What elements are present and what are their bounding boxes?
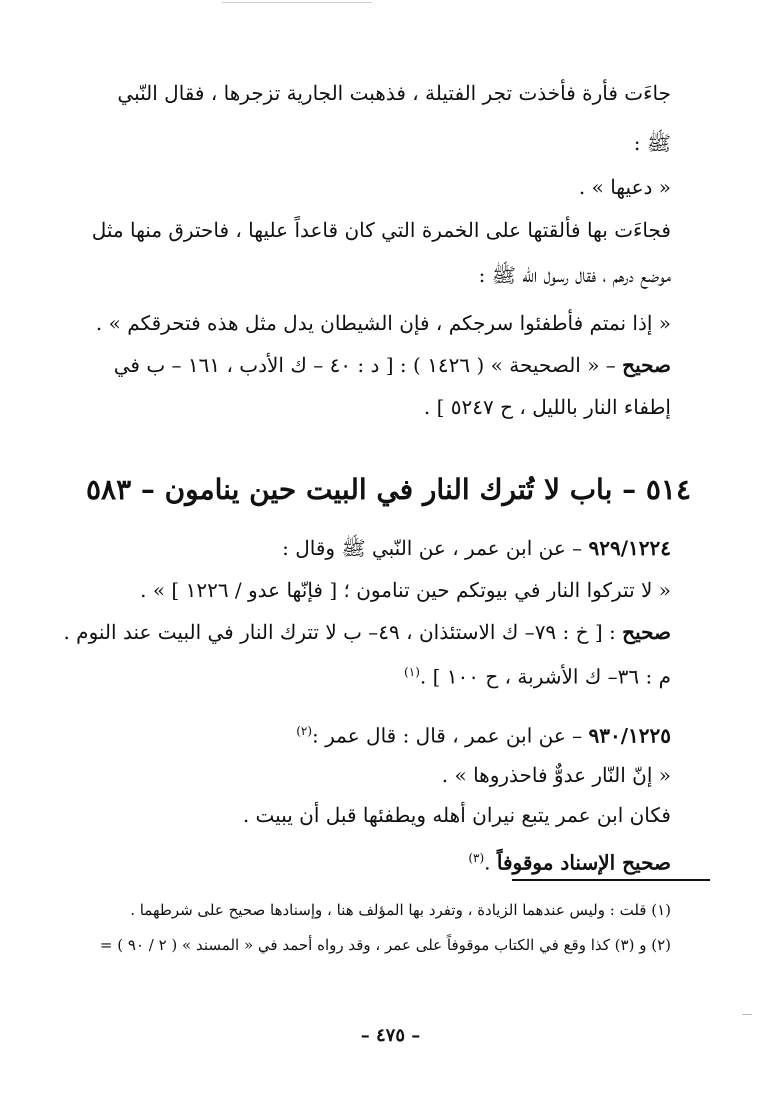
- grading-line: [63, 617, 671, 647]
- text-line: موضع درهم ، فقال رسول اللّه ﷺ :: [478, 263, 671, 287]
- footnote-ref: (٢): [296, 724, 313, 738]
- grading-source: – « الصحيحة » ( ١٤٢٦ ) : [ د : ٤٠ – ك الأدب ، ١٦١ – ب في: [113, 353, 623, 377]
- chapter-heading: ٥١٤ – باب لا تُترك النار في البيت حين ينامون – ٥٨٣: [85, 473, 691, 506]
- text-line: فكان ابن عمر يتبع نيران أهله ويطفئها قبل أن يبيت .: [242, 803, 671, 827]
- grading-line: [468, 843, 671, 878]
- hadith-intro: [296, 716, 671, 751]
- hadith-number: ٩٣٠/١٢٢٥: [588, 723, 671, 748]
- grading-label: صحيح: [622, 353, 671, 377]
- footnote-ref: (٣): [468, 851, 485, 865]
- text-line: فجاءَت بها فألقتها على الخمرة التي كان قاعداً عليها ، فاحترق منها مثل: [91, 218, 671, 242]
- grading-label: صحيح الإسناد موقوفاً: [496, 850, 671, 875]
- hadith-text: « لا تتركوا النار في بيوتكم حين تنامون ؛ [ فإنّها عدو / ١٢٢٦ ] » .: [140, 578, 671, 602]
- grading-line: [114, 350, 671, 380]
- text-line: « إذا نمتم فأطفئوا سرجكم ، فإن الشيطان يدل مثل هذه فتحرقكم » .: [95, 311, 671, 335]
- reference-text: م : ٣٦– ك الأشربة ، ح ١٠٠ ] .: [419, 664, 671, 689]
- scan-mark: [742, 1014, 752, 1015]
- text-line: ﷺ :: [633, 131, 671, 155]
- footnote: (١) قلت : وليس عندهما الزيادة ، وتفرد بها المؤلف هنا ، وإسنادها صحيح على شرطهما .: [130, 901, 671, 919]
- text-line: [404, 657, 671, 692]
- hadith-text: « إنّ النّار عدوٌّ فاحذروها » .: [441, 763, 671, 787]
- top-rule: [222, 2, 372, 3]
- grading-tail: .: [484, 850, 497, 875]
- page-number: – ٤٧٥ –: [360, 1025, 421, 1046]
- hadith-chain: – عن ابن عمر ، قال : قال عمر :: [312, 723, 589, 748]
- footnote-separator: [512, 879, 710, 881]
- text-line: جاءَت فأرة فأخذت تجر الفتيلة ، فذهبت الجارية تزجرها ، فقال النّبي: [117, 81, 671, 105]
- hadith-number: ٩٢٩/١٢٢٤: [588, 536, 671, 560]
- footnote: (٢) و (٣) كذا وقع في الكتاب موقوفاً على عمر ، وقد رواه أحمد في « المسند » ( ٢ / ٩٠ ) =: [99, 936, 671, 954]
- hadith-intro: [282, 533, 671, 563]
- text-line: إطفاء النار بالليل ، ح ٥٢٤٧ ] .: [423, 395, 671, 419]
- text-line: « دعيها » .: [578, 175, 671, 199]
- grading-source: : [ خ : ٧٩– ك الاستئذان ، ٤٩– ب لا تترك النار في البيت عند النوم .: [63, 620, 623, 644]
- hadith-chain: – عن ابن عمر ، عن النّبي ﷺ وقال :: [282, 536, 589, 560]
- grading-label: صحيح: [622, 620, 671, 644]
- footnote-ref: (١): [404, 665, 420, 679]
